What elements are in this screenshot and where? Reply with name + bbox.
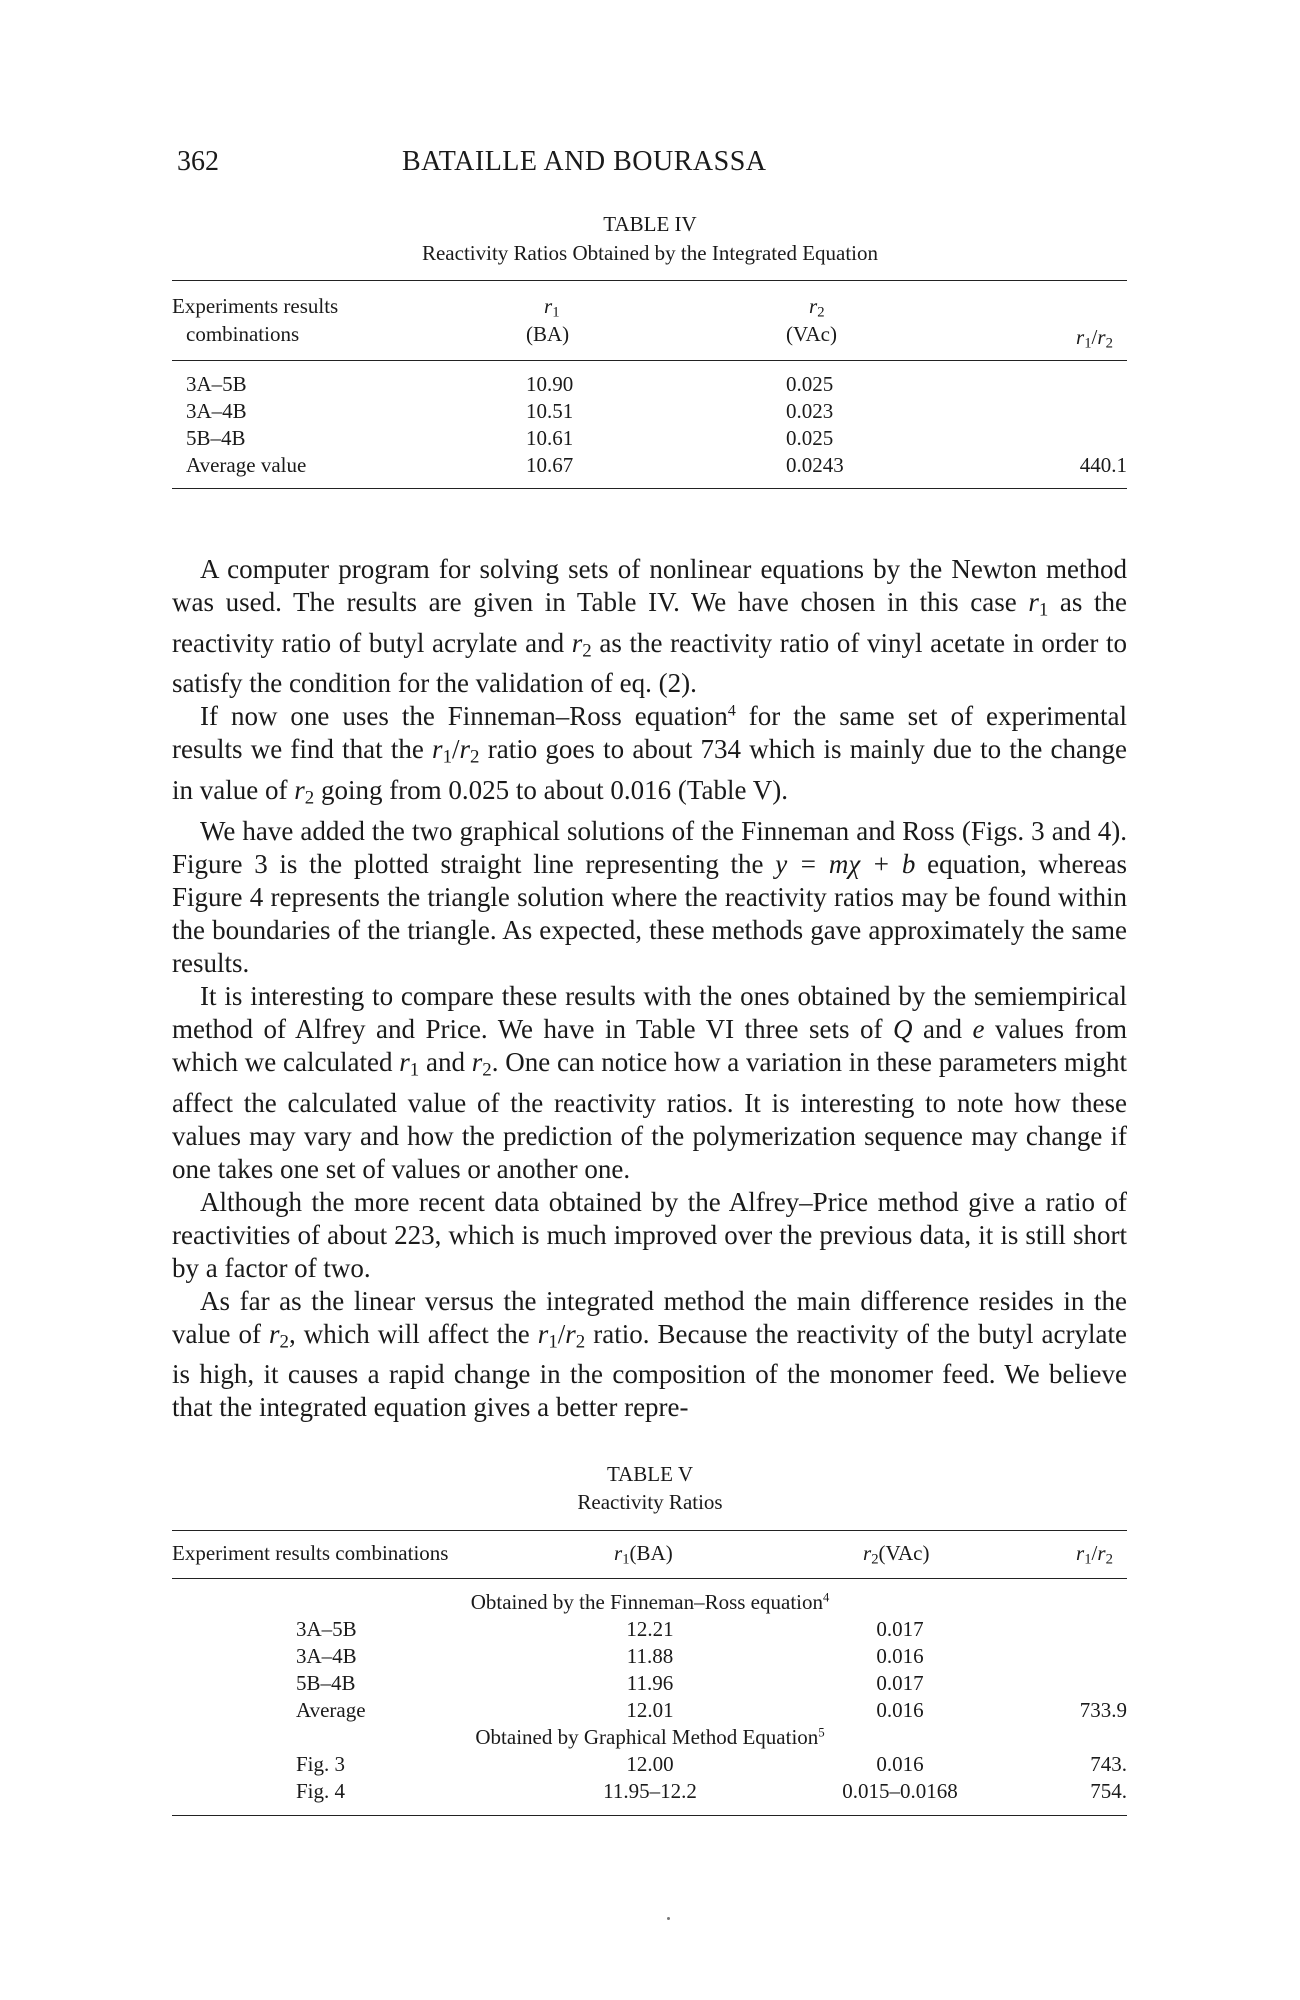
table5-header-rule (172, 1578, 1127, 1579)
table4-bottom-rule (172, 488, 1127, 489)
table4-col3-header-r2: $r_2$ (809, 294, 825, 321)
table4-header-rule (172, 360, 1127, 361)
table4-row-name: 3A–4B (186, 399, 247, 423)
table4-row-r2: 0.023 (786, 399, 834, 423)
table5-row-r1: 12.01 (626, 1698, 674, 1722)
table5-row-r1: 11.88 (626, 1644, 674, 1668)
table4-row-ratio: 440.1 (1079, 453, 1127, 477)
table5-row-r2: 0.017 (876, 1671, 924, 1695)
page-speck (667, 1917, 670, 1920)
table4-row-r1: 10.67 (526, 453, 574, 477)
table5-row-r1: 12.21 (626, 1617, 674, 1641)
body-text (172, 553, 1127, 1424)
table5-title: Reactivity Ratios (577, 1490, 723, 1514)
table5-row-r2: 0.016 (876, 1644, 924, 1668)
table4-title: Reactivity Ratios Obtained by the Integrated Equation (421, 241, 879, 265)
table5-row-name: 5B–4B (296, 1671, 356, 1695)
table5-col4-header: $r_1/r_2$ (1076, 1541, 1113, 1568)
table5-row-r1: 11.95–12.2 (603, 1779, 697, 1803)
table5-caption: TABLE V (606, 1462, 693, 1486)
table5-row-r2: 0.017 (876, 1617, 924, 1641)
table4-row-r1: 10.51 (526, 399, 574, 423)
table5-row-r1: 12.00 (626, 1752, 674, 1776)
paragraph-5: Although the more recent data obtained by the Alfrey–Price method give a ratio of reactivities of about 223, which is much improved over the previous data, it is still short by a factor of two. (172, 1186, 1127, 1283)
table5-row-name: Fig. 3 (296, 1752, 346, 1776)
table4-col2-header-unit: (BA) (526, 322, 570, 346)
table5-row-name: 3A–4B (296, 1644, 357, 1668)
table5-row-name: Fig. 4 (296, 1779, 346, 1803)
table4-col4-header-ratio: $r_1/r_2$ (1076, 325, 1113, 352)
paragraph-4: It is interesting to compare these results with the ones obtained by the semiempirical method of Alfrey and Price. We have in Table VI three sets of Q and e values from which we calculated $r_1$ and $r_2$. One can notice how a variation in these parameters might affect the calculated value of the reactivity ratios. It is interesting to note how these values may vary and how the prediction of the polymerization sequence may change if one takes one set of values or another one. (172, 980, 1128, 1184)
page-number: 362 (177, 146, 219, 177)
table4-col1-header-line2: combinations (186, 322, 300, 346)
paragraph-6: As far as the linear versus the integrated method the main difference resides in the value of $r_2$, which will affect the $r_1/r_2$ ratio. Because the reactivity of the butyl acrylate is high, it causes a rapid change in the composition of the monomer feed. We believe that the integrated equation gives a better repre- (172, 1285, 1127, 1423)
table4-col3-header-unit: (VAc) (786, 322, 837, 346)
table5-col1-header: Experiment results combinations (172, 1541, 449, 1565)
table4-row-r1: 10.90 (526, 372, 574, 396)
table4-row-r2: 0.025 (786, 426, 834, 450)
table5-row-name: 3A–5B (296, 1617, 357, 1641)
table5-bottom-rule (172, 1815, 1127, 1816)
table5-top-rule (172, 1530, 1127, 1531)
table4-row-r2: 0.025 (786, 372, 834, 396)
table5-row-r2: 0.015–0.0168 (842, 1779, 958, 1803)
table5-row-ratio: 733.9 (1079, 1698, 1127, 1722)
table5-row-name: Average (296, 1698, 366, 1722)
table4-row-name: Average value (186, 453, 307, 477)
table5-row-ratio: 743. (1090, 1752, 1127, 1776)
table4-caption: TABLE IV (603, 212, 697, 236)
table5-col3-header: $r_2(VAc)$ (863, 1541, 930, 1568)
table4-row-name: 5B–4B (186, 426, 246, 450)
table4-row-r2: 0.0243 (786, 453, 844, 477)
paragraph-1: A computer program for solving sets of nonlinear equations by the Newton method was used. The results are given in Table IV. We have chosen in this case $r_1$ as the reactivity ratio of butyl acrylate and $r_2$ as the reactivity ratio of vinyl acetate in order to satisfy the condition for the validation of eq. (2). (172, 554, 1127, 699)
table5-row-r2: 0.016 (876, 1752, 924, 1776)
paragraph-3: We have added the two graphical solutions of the Finneman and Ross (Figs. 3 and 4). Figure 3 is the plotted straight line representing the y = mχ + b equation, whereas Figure 4 represents the triangle solution where the reactivity ratios may be found within the boundaries of the triangle. As expected, these methods gave approximately the same results. (172, 815, 1127, 978)
table5-row-r2: 0.016 (876, 1698, 924, 1722)
table4-col2-header-r1: $r_1$ (544, 294, 560, 321)
table4-col1-header-line1: Experiments results (172, 294, 339, 318)
table4-row-name: 3A–5B (186, 372, 247, 396)
table5-row-ratio: 754. (1090, 1779, 1127, 1803)
running-title: BATAILLE AND BOURASSA (402, 146, 767, 177)
table5-section1-heading: Obtained by the Finneman–Ross equation$^4$ (470, 1590, 830, 1614)
table5-row-r1: 11.96 (626, 1671, 674, 1695)
table5-section2-heading: Obtained by Graphical Method Equation$^5$ (475, 1725, 825, 1749)
table4-row-r1: 10.61 (526, 426, 574, 450)
paragraph-2: If now one uses the Finneman–Ross equation$^4$ for the same set of experimental results we find that the $r_1/r_2$ ratio goes to about 734 which is mainly due to the change in value of $r_2$ going from 0.025 to about 0.016 (Table V). (172, 701, 1127, 809)
table4-top-rule (172, 280, 1127, 281)
table5-col2-header: $r_1(BA)$ (614, 1541, 673, 1568)
